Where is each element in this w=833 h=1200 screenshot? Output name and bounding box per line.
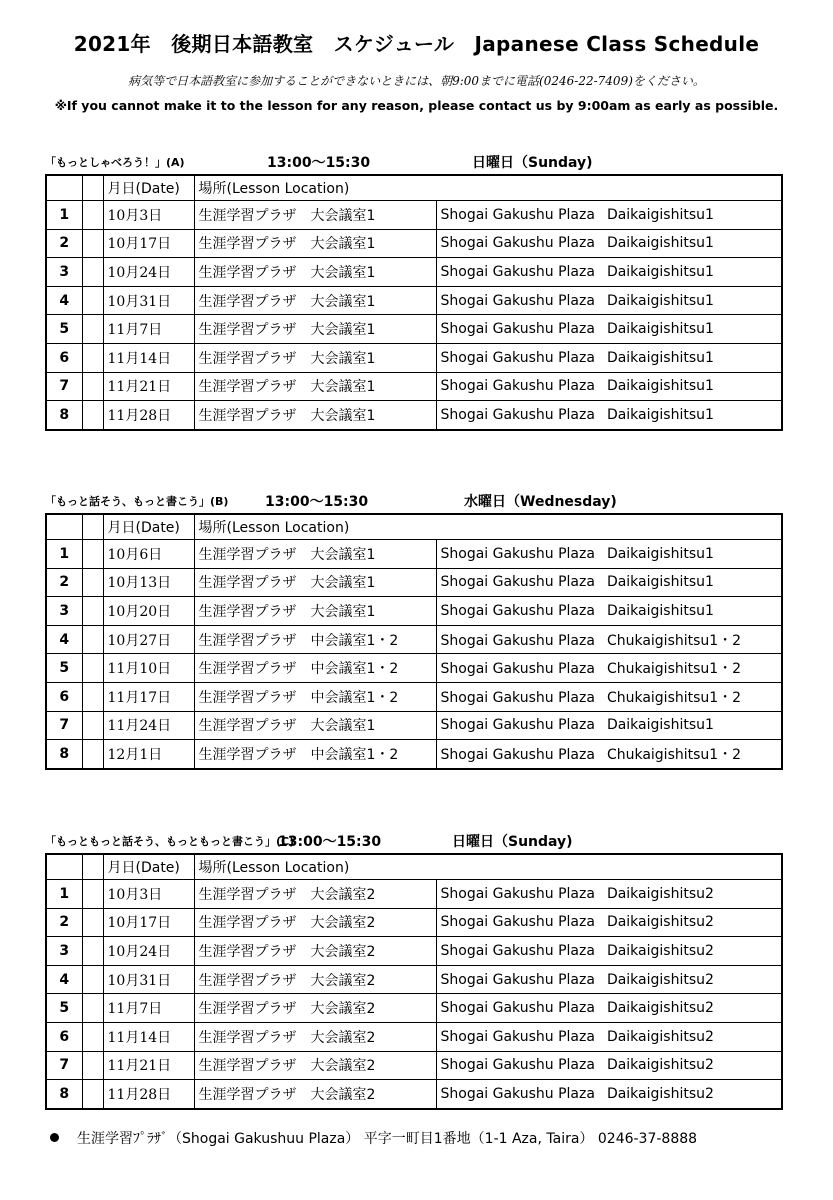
location-room: Daikaigishitsu1 bbox=[606, 321, 714, 338]
location-place: Shogai Gakushu Plaza bbox=[440, 632, 595, 649]
location-english bbox=[436, 937, 782, 966]
location-place: Shogai Gakushu Plaza bbox=[440, 1085, 595, 1102]
location-japanese: 生涯学習プラザ 大会議室1 bbox=[194, 229, 436, 258]
location-japanese: 生涯学習プラザ 大会議室1 bbox=[194, 372, 436, 401]
location-japanese: 生涯学習プラザ 大会議室2 bbox=[194, 908, 436, 937]
location-english bbox=[436, 965, 782, 994]
blank-cell bbox=[82, 908, 103, 937]
lesson-number: 5 bbox=[46, 315, 82, 344]
location-place: Shogai Gakushu Plaza bbox=[440, 942, 595, 959]
table-row bbox=[46, 654, 782, 683]
table-header-row bbox=[46, 514, 782, 540]
location-english bbox=[436, 343, 782, 372]
section-a-heading bbox=[45, 152, 785, 172]
lesson-date: 11月21日 bbox=[103, 1051, 194, 1080]
location-room: Daikaigishitsu1 bbox=[606, 717, 714, 734]
location-japanese: 生涯学習プラザ 中会議室1・2 bbox=[194, 740, 436, 769]
table-row bbox=[46, 1051, 782, 1080]
location-room: Chukaigishitsu1・2 bbox=[606, 689, 742, 706]
class-day: 水曜日（Wednesday) bbox=[464, 494, 617, 510]
location-room: Daikaigishitsu2 bbox=[606, 942, 714, 959]
lesson-number: 8 bbox=[46, 740, 82, 769]
location-english bbox=[436, 1051, 782, 1080]
lesson-number: 6 bbox=[46, 1022, 82, 1051]
location-japanese: 生涯学習プラザ 大会議室1 bbox=[194, 597, 436, 626]
header-blank-cell bbox=[82, 854, 103, 880]
location-place: Shogai Gakushu Plaza bbox=[440, 602, 595, 619]
table-row bbox=[46, 711, 782, 740]
location-place: Shogai Gakushu Plaza bbox=[440, 914, 595, 931]
blank-cell bbox=[82, 682, 103, 711]
location-place: Shogai Gakushu Plaza bbox=[440, 206, 595, 223]
blank-cell bbox=[82, 994, 103, 1023]
location-room: Daikaigishitsu2 bbox=[606, 1057, 714, 1074]
location-place: Shogai Gakushu Plaza bbox=[440, 885, 595, 902]
location-room: Daikaigishitsu2 bbox=[606, 1028, 714, 1045]
location-place: Shogai Gakushu Plaza bbox=[440, 1028, 595, 1045]
location-english bbox=[436, 908, 782, 937]
location-room: Daikaigishitsu2 bbox=[606, 971, 714, 988]
lesson-number: 6 bbox=[46, 343, 82, 372]
schedule-table-c bbox=[45, 853, 783, 1110]
blank-cell bbox=[82, 258, 103, 287]
location-japanese: 生涯学習プラザ 大会議室1 bbox=[194, 540, 436, 569]
schedule-table-a bbox=[45, 174, 783, 431]
lesson-date: 11月7日 bbox=[103, 994, 194, 1023]
location-room: Chukaigishitsu1・2 bbox=[606, 661, 742, 678]
location-place: Shogai Gakushu Plaza bbox=[440, 406, 595, 423]
location-room: Daikaigishitsu1 bbox=[606, 263, 714, 280]
location-room: Daikaigishitsu1 bbox=[606, 235, 714, 252]
lesson-date: 10月3日 bbox=[103, 880, 194, 909]
location-english bbox=[436, 711, 782, 740]
blank-cell bbox=[82, 740, 103, 769]
blank-cell bbox=[82, 1051, 103, 1080]
blank-cell bbox=[82, 597, 103, 626]
location-english bbox=[436, 1022, 782, 1051]
table-row bbox=[46, 258, 782, 287]
table-row bbox=[46, 597, 782, 626]
location-japanese: 生涯学習プラザ 大会議室2 bbox=[194, 937, 436, 966]
location-english bbox=[436, 540, 782, 569]
class-name: 「もっとしゃべろう！」(A) bbox=[45, 156, 185, 169]
location-japanese: 生涯学習プラザ 大会議室2 bbox=[194, 1051, 436, 1080]
location-place: Shogai Gakushu Plaza bbox=[440, 661, 595, 678]
class-time: 13:00〜15:30 bbox=[267, 155, 371, 171]
header-num-cell bbox=[46, 854, 82, 880]
location-english bbox=[436, 654, 782, 683]
class-day: 日曜日（Sunday) bbox=[452, 834, 573, 850]
table-row bbox=[46, 880, 782, 909]
location-room: Daikaigishitsu1 bbox=[606, 602, 714, 619]
location-place: Shogai Gakushu Plaza bbox=[440, 321, 595, 338]
table-row bbox=[46, 625, 782, 654]
header-date: 月日(Date) bbox=[103, 514, 194, 540]
location-place: Shogai Gakushu Plaza bbox=[440, 746, 595, 763]
blank-cell bbox=[82, 540, 103, 569]
location-english bbox=[436, 994, 782, 1023]
table-row bbox=[46, 994, 782, 1023]
lesson-date: 10月24日 bbox=[103, 258, 194, 287]
table-row bbox=[46, 1080, 782, 1109]
lesson-date: 11月7日 bbox=[103, 315, 194, 344]
lesson-number: 1 bbox=[46, 540, 82, 569]
blank-cell bbox=[82, 229, 103, 258]
footer-address bbox=[50, 1128, 697, 1148]
lesson-number: 8 bbox=[46, 401, 82, 430]
table-row bbox=[46, 682, 782, 711]
lesson-number: 7 bbox=[46, 711, 82, 740]
location-room: Daikaigishitsu2 bbox=[606, 1000, 714, 1017]
table-row bbox=[46, 201, 782, 230]
location-japanese: 生涯学習プラザ 大会議室2 bbox=[194, 1022, 436, 1051]
lesson-number: 7 bbox=[46, 1051, 82, 1080]
class-time: 13:00〜15:30 bbox=[278, 834, 382, 850]
lesson-date: 11月28日 bbox=[103, 1080, 194, 1109]
blank-cell bbox=[82, 625, 103, 654]
location-english bbox=[436, 372, 782, 401]
lesson-number: 2 bbox=[46, 568, 82, 597]
header-date: 月日(Date) bbox=[103, 854, 194, 880]
blank-cell bbox=[82, 286, 103, 315]
lesson-number: 2 bbox=[46, 908, 82, 937]
lesson-number: 2 bbox=[46, 229, 82, 258]
table-row bbox=[46, 372, 782, 401]
location-japanese: 生涯学習プラザ 大会議室1 bbox=[194, 258, 436, 287]
location-room: Chukaigishitsu1・2 bbox=[606, 632, 742, 649]
location-place: Shogai Gakushu Plaza bbox=[440, 574, 595, 591]
lesson-date: 11月14日 bbox=[103, 343, 194, 372]
lesson-number: 3 bbox=[46, 258, 82, 287]
class-day: 日曜日（Sunday) bbox=[472, 155, 593, 171]
location-japanese: 生涯学習プラザ 大会議室1 bbox=[194, 343, 436, 372]
table-row bbox=[46, 740, 782, 769]
lesson-date: 10月31日 bbox=[103, 965, 194, 994]
location-japanese: 生涯学習プラザ 大会議室1 bbox=[194, 201, 436, 230]
location-place: Shogai Gakushu Plaza bbox=[440, 971, 595, 988]
location-english bbox=[436, 201, 782, 230]
location-english bbox=[436, 568, 782, 597]
lesson-number: 1 bbox=[46, 880, 82, 909]
location-place: Shogai Gakushu Plaza bbox=[440, 545, 595, 562]
location-japanese: 生涯学習プラザ 大会議室1 bbox=[194, 568, 436, 597]
blank-cell bbox=[82, 654, 103, 683]
lesson-number: 4 bbox=[46, 625, 82, 654]
location-room: Daikaigishitsu1 bbox=[606, 545, 714, 562]
location-english bbox=[436, 315, 782, 344]
lesson-date: 12月1日 bbox=[103, 740, 194, 769]
location-japanese: 生涯学習プラザ 大会議室2 bbox=[194, 994, 436, 1023]
location-room: Daikaigishitsu2 bbox=[606, 914, 714, 931]
table-row bbox=[46, 286, 782, 315]
location-place: Shogai Gakushu Plaza bbox=[440, 378, 595, 395]
lesson-date: 10月20日 bbox=[103, 597, 194, 626]
location-place: Shogai Gakushu Plaza bbox=[440, 1000, 595, 1017]
location-english bbox=[436, 258, 782, 287]
location-room: Daikaigishitsu1 bbox=[606, 406, 714, 423]
notice-english: ※If you cannot make it to the lesson for any reason, please contact us by 9:00am as early as possible. bbox=[54, 98, 779, 113]
location-japanese: 生涯学習プラザ 大会議室1 bbox=[194, 711, 436, 740]
location-japanese: 生涯学習プラザ 大会議室2 bbox=[194, 965, 436, 994]
lesson-date: 11月10日 bbox=[103, 654, 194, 683]
lesson-date: 11月17日 bbox=[103, 682, 194, 711]
class-time: 13:00〜15:30 bbox=[265, 494, 369, 510]
header-blank-cell bbox=[82, 175, 103, 201]
page-title: 2021年 後期日本語教室 スケジュール Japanese Class Schedule bbox=[73, 32, 760, 56]
location-english bbox=[436, 740, 782, 769]
location-room: Daikaigishitsu1 bbox=[606, 206, 714, 223]
blank-cell bbox=[82, 1022, 103, 1051]
table-row bbox=[46, 908, 782, 937]
table-row bbox=[46, 401, 782, 430]
lesson-number: 7 bbox=[46, 372, 82, 401]
lesson-date: 11月21日 bbox=[103, 372, 194, 401]
blank-cell bbox=[82, 711, 103, 740]
lesson-date: 11月14日 bbox=[103, 1022, 194, 1051]
lesson-number: 3 bbox=[46, 937, 82, 966]
location-english bbox=[436, 401, 782, 430]
location-place: Shogai Gakushu Plaza bbox=[440, 292, 595, 309]
table-row bbox=[46, 568, 782, 597]
footer-text: 生涯学習ﾌﾟﾗｻﾞ（Shogai Gakushuu Plaza） 平字一町目1番地（1-1 Aza, Taira） 0246-37-8888 bbox=[77, 1131, 698, 1147]
schedule-table-b bbox=[45, 513, 783, 770]
blank-cell bbox=[82, 1080, 103, 1109]
lesson-number: 1 bbox=[46, 201, 82, 230]
lesson-date: 10月31日 bbox=[103, 286, 194, 315]
header-location: 場所(Lesson Location) bbox=[194, 854, 782, 880]
blank-cell bbox=[82, 880, 103, 909]
table-row bbox=[46, 1022, 782, 1051]
blank-cell bbox=[82, 343, 103, 372]
lesson-number: 3 bbox=[46, 597, 82, 626]
location-japanese: 生涯学習プラザ 中会議室1・2 bbox=[194, 625, 436, 654]
lesson-number: 5 bbox=[46, 994, 82, 1023]
location-place: Shogai Gakushu Plaza bbox=[440, 235, 595, 252]
lesson-number: 4 bbox=[46, 965, 82, 994]
table-header-row bbox=[46, 854, 782, 880]
location-english bbox=[436, 229, 782, 258]
lesson-number: 8 bbox=[46, 1080, 82, 1109]
location-japanese: 生涯学習プラザ 大会議室1 bbox=[194, 286, 436, 315]
section-c-heading bbox=[45, 831, 785, 851]
lesson-date: 10月6日 bbox=[103, 540, 194, 569]
blank-cell bbox=[82, 401, 103, 430]
lesson-number: 4 bbox=[46, 286, 82, 315]
header-date: 月日(Date) bbox=[103, 175, 194, 201]
class-name: 「もっともっと話そう、もっともっと書こう」(C) bbox=[45, 835, 295, 848]
location-english bbox=[436, 625, 782, 654]
location-japanese: 生涯学習プラザ 大会議室1 bbox=[194, 315, 436, 344]
location-place: Shogai Gakushu Plaza bbox=[440, 689, 595, 706]
notice-japanese: 病気等で日本語教室に参加することができないときには、朝9:00までに電話(0246-22-7409)をください。 bbox=[128, 74, 705, 88]
location-english bbox=[436, 597, 782, 626]
lesson-date: 10月13日 bbox=[103, 568, 194, 597]
location-room: Daikaigishitsu2 bbox=[606, 1085, 714, 1102]
location-place: Shogai Gakushu Plaza bbox=[440, 1057, 595, 1074]
blank-cell bbox=[82, 965, 103, 994]
blank-cell bbox=[82, 372, 103, 401]
location-room: Daikaigishitsu1 bbox=[606, 378, 714, 395]
location-japanese: 生涯学習プラザ 大会議室1 bbox=[194, 401, 436, 430]
location-english bbox=[436, 880, 782, 909]
location-japanese: 生涯学習プラザ 大会議室2 bbox=[194, 1080, 436, 1109]
location-place: Shogai Gakushu Plaza bbox=[440, 263, 595, 280]
table-row bbox=[46, 343, 782, 372]
location-english bbox=[436, 1080, 782, 1109]
header-location: 場所(Lesson Location) bbox=[194, 175, 782, 201]
blank-cell bbox=[82, 315, 103, 344]
location-room: Chukaigishitsu1・2 bbox=[606, 746, 742, 763]
lesson-number: 6 bbox=[46, 682, 82, 711]
lesson-date: 11月24日 bbox=[103, 711, 194, 740]
location-japanese: 生涯学習プラザ 中会議室1・2 bbox=[194, 654, 436, 683]
header-num-cell bbox=[46, 514, 82, 540]
bullet-icon bbox=[50, 1133, 59, 1142]
table-row bbox=[46, 540, 782, 569]
table-header-row bbox=[46, 175, 782, 201]
location-place: Shogai Gakushu Plaza bbox=[440, 349, 595, 366]
location-room: Daikaigishitsu2 bbox=[606, 885, 714, 902]
lesson-date: 10月3日 bbox=[103, 201, 194, 230]
location-room: Daikaigishitsu1 bbox=[606, 349, 714, 366]
lesson-date: 10月24日 bbox=[103, 937, 194, 966]
section-b-heading bbox=[45, 491, 785, 511]
table-row bbox=[46, 937, 782, 966]
lesson-date: 11月28日 bbox=[103, 401, 194, 430]
lesson-number: 5 bbox=[46, 654, 82, 683]
header-blank-cell bbox=[82, 514, 103, 540]
blank-cell bbox=[82, 201, 103, 230]
location-place: Shogai Gakushu Plaza bbox=[440, 717, 595, 734]
table-row bbox=[46, 965, 782, 994]
blank-cell bbox=[82, 937, 103, 966]
header-location: 場所(Lesson Location) bbox=[194, 514, 782, 540]
table-row bbox=[46, 315, 782, 344]
lesson-date: 10月17日 bbox=[103, 229, 194, 258]
lesson-date: 10月17日 bbox=[103, 908, 194, 937]
blank-cell bbox=[82, 568, 103, 597]
location-room: Daikaigishitsu1 bbox=[606, 292, 714, 309]
location-english bbox=[436, 682, 782, 711]
class-name: 「もっと話そう、もっと書こう」(B) bbox=[45, 495, 229, 508]
location-japanese: 生涯学習プラザ 中会議室1・2 bbox=[194, 682, 436, 711]
location-japanese: 生涯学習プラザ 大会議室2 bbox=[194, 880, 436, 909]
table-row bbox=[46, 229, 782, 258]
header-num-cell bbox=[46, 175, 82, 201]
location-room: Daikaigishitsu1 bbox=[606, 574, 714, 591]
lesson-date: 10月27日 bbox=[103, 625, 194, 654]
location-english bbox=[436, 286, 782, 315]
